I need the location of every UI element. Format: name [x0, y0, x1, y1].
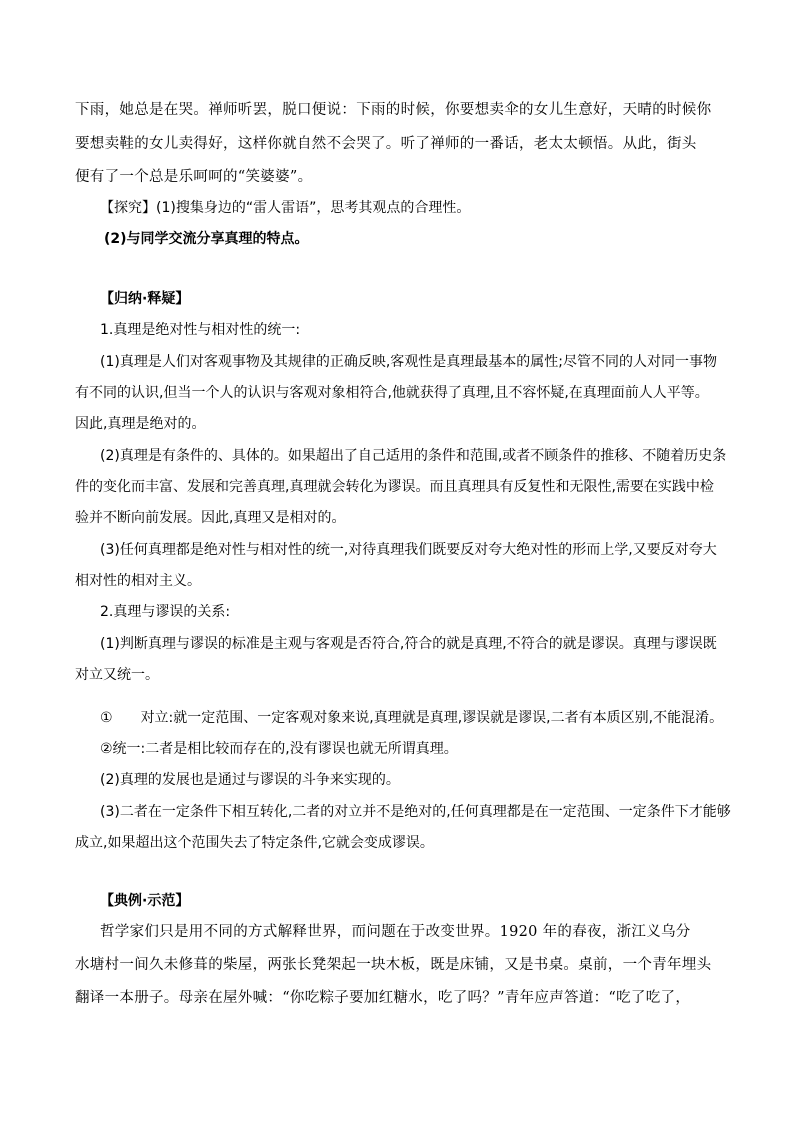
intro-line-3: 便有了一个总是乐呵呵的“笑婆婆”。 [75, 169, 313, 185]
example-heading: 【典例·示范】 [100, 893, 190, 909]
summary-line-2: (1)真理是人们对客观事物及其规律的正确反映,客观性是真理最基本的属性;尽管不同的人对同一事物 [100, 354, 717, 370]
example-line-3: 翻译一本册子。母亲在屋外喊：“你吃粽子要加红糖水，吃了吗？”青年应声答道：“吃了吃了， [75, 990, 691, 1006]
summary-line-13: (2)真理的发展也是通过与谬误的斗争来实现的。 [100, 772, 400, 788]
summary-line-10: 2.真理与谬误的关系: [100, 604, 231, 620]
circled-item-1-number: ① [100, 710, 113, 726]
circled-item-1-text: 对立:就一定范围、一定客观对象来说,真理就是真理,谬误就是谬误,二者有本质区别,不能混淆。 [140, 710, 724, 726]
explore-item-2: (2)与同学交流分享真理的特点。 [104, 231, 309, 247]
summary-line-12: 对立又统一。 [75, 667, 159, 683]
circled-item-2: ②统一:二者是相比较而存在的,没有谬误也就无所谓真理。 [100, 741, 458, 757]
explore-item-1: (1)搜集身边的“雷人雷语”，思考其观点的合理性。 [156, 200, 471, 216]
explore-label: 【探究】 [100, 200, 156, 216]
summary-line-9: 相对性的相对主义。 [75, 573, 201, 589]
example-line-2: 水塘村一间久未修葺的柴屋，两张长凳架起一块木板，既是床铺，又是书桌。桌前，一个青年埋头 [75, 957, 712, 973]
intro-line-2: 要想卖鞋的女儿卖得好，这样你就自然不会哭了。听了禅师的一番话，老太太顿悟。从此，街头 [75, 136, 697, 152]
summary-line-3: 有不同的认识,但当一个人的认识与客观对象相符合,他就获得了真理,且不容怀疑,在真理面前人人平等。 [75, 385, 709, 401]
intro-line-1: 下雨，她总是在哭。禅师听罢，脱口便说：下雨的时候，你要想卖伞的女儿生意好，天晴的时候你 [75, 102, 712, 118]
summary-line-14: (3)二者在一定条件下相互转化,二者的对立并不是绝对的,任何真理都是在一定范围、一定条件下才能够 [100, 804, 731, 820]
summary-line-6: 件的变化而丰富、发展和完善真理,真理就会转化为谬误。而且真理具有反复性和无限性,需要在实践中检 [75, 479, 714, 495]
summary-heading: 【归纳·释疑】 [100, 291, 190, 307]
summary-line-8: (3)任何真理都是绝对性与相对性的统一,对待真理我们既要反对夸大绝对性的形而上学,又要反对夸大 [100, 542, 717, 558]
circled-item-1 [100, 708, 750, 728]
summary-line-4: 因此,真理是绝对的。 [75, 416, 206, 432]
summary-line-1: 1.真理是绝对性与相对性的统一: [100, 322, 301, 338]
explore-line-1 [100, 198, 750, 218]
summary-line-15: 成立,如果超出这个范围失去了特定条件,它就会变成谬误。 [75, 835, 434, 851]
summary-line-11: (1)判断真理与谬误的标准是主观与客观是否符合,符合的就是真理,不符合的就是谬误。真理与谬误既 [100, 636, 717, 652]
example-line-1: 哲学家们只是用不同的方式解释世界，而问题在于改变世界。1920 年的春夜，浙江义乌分 [100, 924, 691, 940]
summary-line-5: (2)真理是有条件的、具体的。如果超出了自己适用的条件和范围,或者不顾条件的推移、不随着历史条 [100, 448, 727, 464]
summary-line-7: 验并不断向前发展。因此,真理又是相对的。 [75, 510, 346, 526]
